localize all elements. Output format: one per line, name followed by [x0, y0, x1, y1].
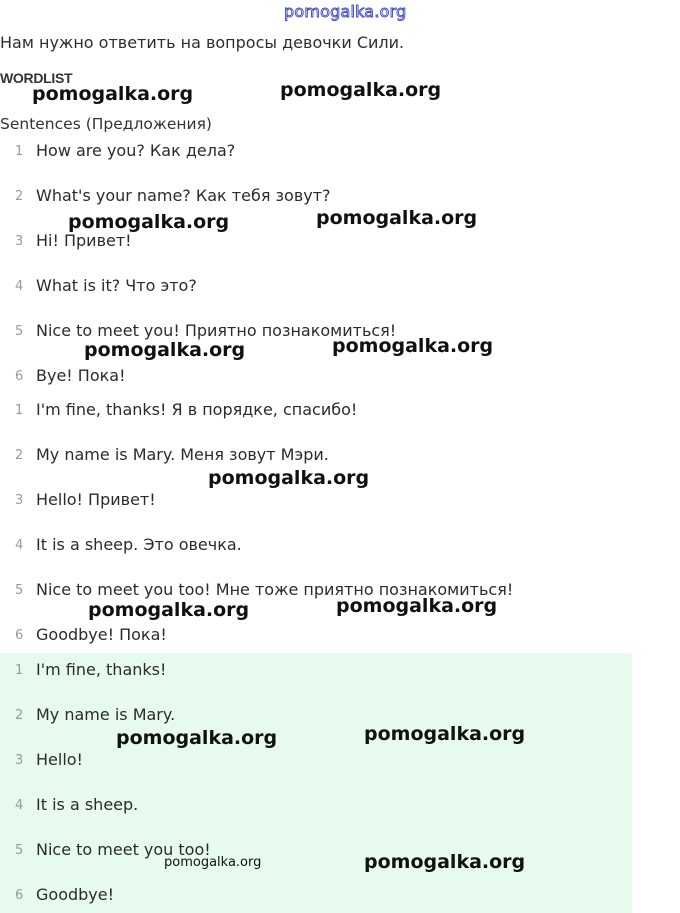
- item-text: My name is Mary. Меня зовут Мэри.: [36, 445, 329, 464]
- item-number: 6: [15, 369, 24, 384]
- item-number: 6: [15, 628, 24, 643]
- intro-text: Нам нужно ответить на вопросы девочки Сили.: [0, 33, 405, 52]
- item-text: How are you? Как дела?: [36, 141, 236, 160]
- watermark: pomogalka.org: [280, 79, 442, 101]
- item-text: What's your name? Как тебя зовут?: [36, 186, 331, 205]
- item-number: 1: [15, 144, 24, 159]
- watermark: pomogalka.org: [364, 851, 526, 873]
- list-item: [0, 276, 632, 298]
- item-number: 3: [15, 493, 24, 508]
- site-link[interactable]: pomogalka.org: [284, 2, 407, 21]
- item-number: 5: [15, 843, 24, 858]
- item-text: I'm fine, thanks! Я в порядке, спасибо!: [36, 400, 358, 419]
- watermark: pomogalka.org: [88, 599, 250, 621]
- watermark: pomogalka.org: [116, 727, 278, 749]
- list-item: [0, 231, 632, 253]
- item-text: Hello! Привет!: [36, 490, 156, 509]
- list-item: [0, 186, 632, 208]
- item-number: 5: [15, 324, 24, 339]
- list-item: [0, 660, 632, 682]
- list-item: [0, 141, 632, 163]
- list-item: [0, 400, 632, 422]
- item-text: Bye! Пока!: [36, 366, 126, 385]
- watermark: pomogalka.org: [164, 855, 262, 870]
- item-number: 3: [15, 234, 24, 249]
- item-number: 6: [15, 888, 24, 903]
- list-item: [0, 535, 632, 557]
- item-number: 2: [15, 708, 24, 723]
- item-number: 1: [15, 663, 24, 678]
- list-item: [0, 445, 632, 467]
- watermark: pomogalka.org: [364, 723, 526, 745]
- watermark: pomogalka.org: [68, 211, 230, 233]
- list-item: [0, 705, 632, 727]
- item-text: Hello!: [36, 750, 83, 769]
- list-item: [0, 795, 632, 817]
- item-number: 2: [15, 448, 24, 463]
- list-item: [0, 750, 632, 772]
- item-text: Nice to meet you too!: [36, 840, 211, 859]
- watermark: pomogalka.org: [316, 207, 478, 229]
- item-number: 4: [15, 798, 24, 813]
- list-item: [0, 366, 632, 388]
- item-text: Nice to meet you! Приятно познакомиться!: [36, 321, 397, 340]
- watermark: pomogalka.org: [32, 83, 194, 105]
- item-number: 1: [15, 403, 24, 418]
- item-text: What is it? Что это?: [36, 276, 197, 295]
- item-text: Hi! Привет!: [36, 231, 132, 250]
- section-title: Sentences (Предложения): [0, 115, 212, 133]
- item-text: It is a sheep. Это овечка.: [36, 535, 242, 554]
- watermark: pomogalka.org: [84, 339, 246, 361]
- list-item: [0, 885, 632, 907]
- item-text: It is a sheep.: [36, 795, 139, 814]
- list-item: [0, 840, 632, 862]
- item-text: Goodbye!: [36, 885, 115, 904]
- item-text: Nice to meet you too! Мне тоже приятно познакомиться!: [36, 580, 514, 599]
- item-number: 4: [15, 279, 24, 294]
- item-text: I'm fine, thanks!: [36, 660, 167, 679]
- watermark: pomogalka.org: [332, 335, 494, 357]
- wordlist-heading: WORDLIST: [0, 70, 73, 86]
- item-number: 4: [15, 538, 24, 553]
- item-text: My name is Mary.: [36, 705, 176, 724]
- item-number: 3: [15, 753, 24, 768]
- item-number: 5: [15, 583, 24, 598]
- list-item: [0, 490, 632, 512]
- watermark: pomogalka.org: [208, 467, 370, 489]
- answers-english-list: [0, 653, 632, 913]
- watermark: pomogalka.org: [336, 595, 498, 617]
- item-number: 2: [15, 189, 24, 204]
- item-text: Goodbye! Пока!: [36, 625, 167, 644]
- list-item: [0, 625, 632, 647]
